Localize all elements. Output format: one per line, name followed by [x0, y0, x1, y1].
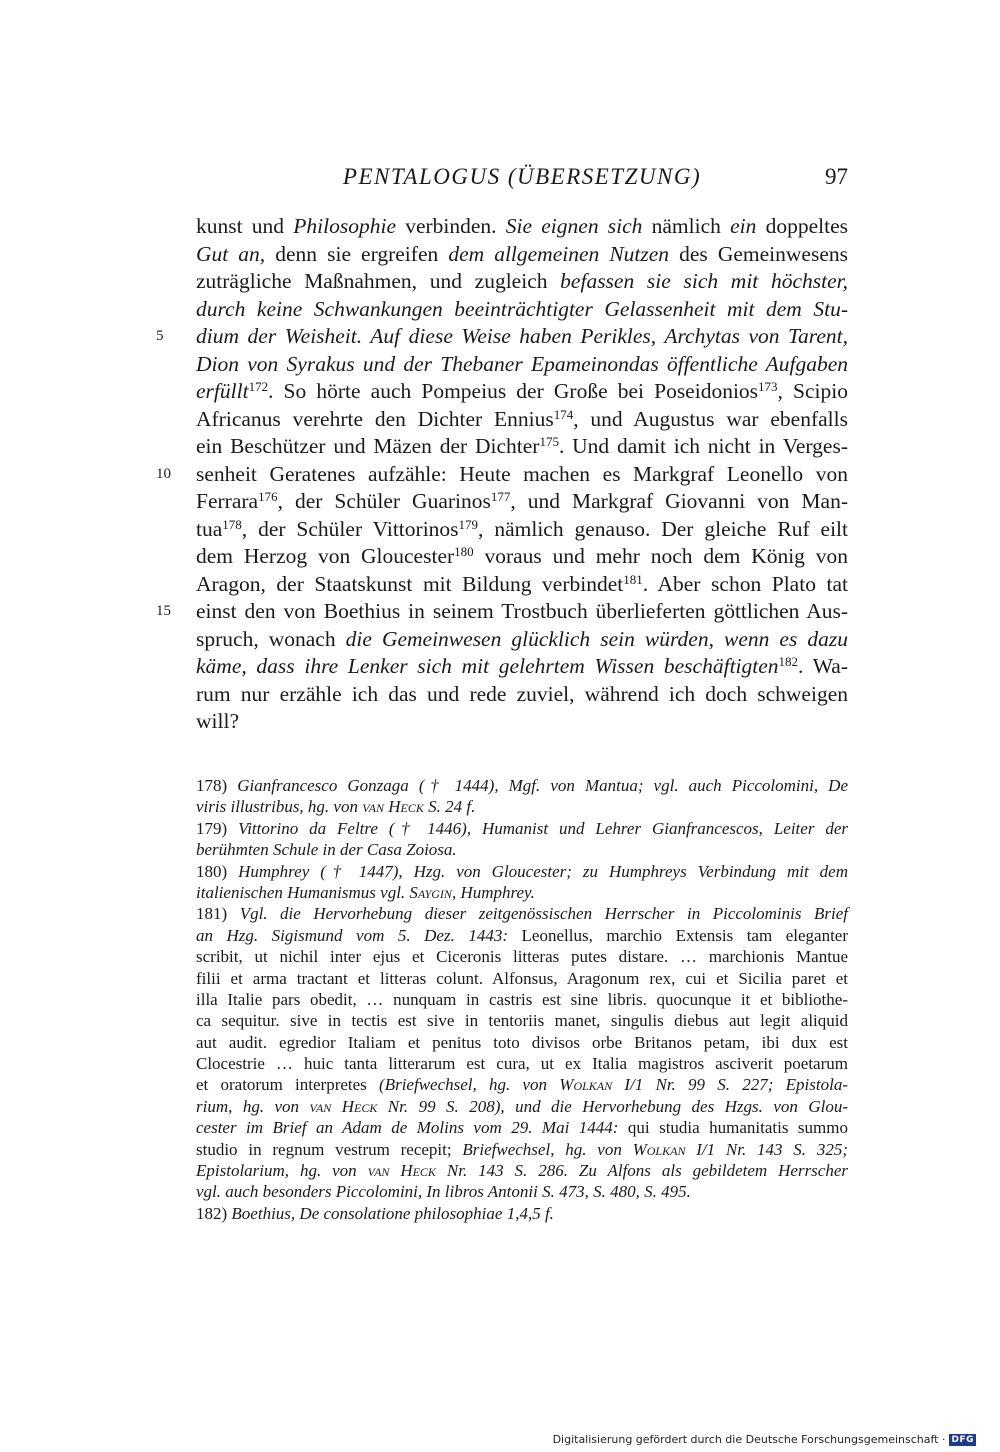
footnote-line: 179) Vittorino da Feltre († 1446), Humanist und Lehrer Gianfrancescos, Leiter der	[196, 818, 848, 838]
footnote-line: et oratorum interpretes (Briefwechsel, hg. von Wolkan I/1 Nr. 99 S. 227; Epistola-	[196, 1075, 849, 1095]
footnote-ref: 177	[490, 489, 511, 504]
page-number: 97	[825, 164, 848, 189]
line-number: 5	[156, 328, 164, 344]
text-line: rum nur erzähle ich das und rede zuviel, während ich doch schweigen	[196, 681, 848, 706]
text-line: zuträgliche Maßnahmen, und zugleich befassen sie sich mit höchster,	[196, 269, 848, 293]
footnote-line: italienischen Humanismus vgl. Saygin, Humphrey.	[196, 882, 535, 902]
text-line: will?	[196, 709, 239, 733]
running-header	[196, 164, 848, 194]
text-line: Ferrara$^{176}$, der Schüler Guarinos$^{177}$, und Markgraf Giovanni von Man-	[196, 489, 848, 513]
footnote-line: 182) Boethius, De consolatione philosophiae 1,4,5 f.	[196, 1203, 554, 1223]
text-line: erfüllt$^{172}$. So hörte auch Pompeius der Große bei Poseidonios$^{173}$, Scipio	[196, 379, 848, 403]
footnote-line: viris illustribus, hg. von van Heck S. 24 f.	[196, 797, 476, 817]
running-title: PENTALOGUS (ÜBERSETZUNG)	[342, 164, 702, 189]
text-line: spruch, wonach die Gemeinwesen glücklich sein würden, wenn es dazu	[196, 626, 848, 651]
footnote-ref: 172	[248, 379, 269, 394]
footnote-line: filii et arma tractant et litteras colunt. Alfonsus, Aragonum rex, cui et Sicilia paret et	[196, 968, 848, 988]
text-line: 5 dium der Weisheit. Auf diese Weise haben Perikles, Archytas von Tarent,	[196, 323, 848, 351]
text-line: 15 einst den von Boethius in seinem Trostbuch überlieferten göttlichen Aus-	[196, 598, 848, 626]
footnote-line: scribit, ut nichil inter ejus et Ciceronis litteras putes distare. … marchionis Mantue	[196, 947, 848, 967]
footnote-ref: 174	[553, 406, 574, 422]
text-line: ein Beschützer und Mäzen der Dichter$^{175}$. Und damit ich nicht in Verges-	[196, 434, 848, 458]
footnote-ref: 173	[758, 379, 778, 394]
footnote-line: 178) Gianfrancesco Gonzaga († 1444), Mgf. von Mantua; vgl. auch Piccolomini, De	[196, 776, 849, 795]
footnote-line: aut audit. egredior Italiam et penitus toto divisos orbe Britanos petam, ibi dux est	[196, 1032, 848, 1052]
footnote-ref: 178	[222, 516, 242, 532]
footnote-line: vgl. auch besonders Piccolomini, In libros Antonii S. 473, S. 480, S. 495.	[196, 1182, 691, 1202]
digitization-credit	[553, 1433, 976, 1446]
footnote-line: an Hzg. Sigismund vom 5. Dez. 1443: Leonellus, marchio Extensis tam eleganter	[196, 925, 849, 945]
footnote-line: studio in regnum vestrum recepit; Briefwechsel, hg. von Wolkan I/1 Nr. 143 S. 325;	[196, 1139, 848, 1159]
footnote-line: illa Italie pars obedit, … nunquam in castris est sine libris. quocunque it et bibliothe-	[196, 989, 848, 1009]
text-line: kunst und Philosophie verbinden. Sie eignen sich nämlich ein doppeltes	[196, 214, 849, 238]
dfg-logo-icon: DFG	[951, 1434, 974, 1445]
footnote-line: 181) Vgl. die Hervorhebung dieser zeitgenössischen Herrscher in Piccolominis Brief	[196, 904, 848, 924]
footnote-ref: 176	[258, 489, 278, 504]
text-line: Dion von Syrakus und der Thebaner Epameinondas öffentliche Aufgaben	[196, 351, 848, 376]
text-line: dem Herzog von Gloucester$^{180}$ voraus und mehr noch dem König von	[196, 544, 848, 568]
footnote-line: ca sequitur. sive in tectis est sive in tentoriis manet, singulis diebus aut legit aliquid	[196, 1011, 848, 1031]
text-line: Africanus verehrte den Dichter Ennius$^{174}$, und Augustus war ebenfalls	[196, 406, 848, 431]
footnote-line: 180) Humphrey († 1447), Hzg. von Gloucester; zu Humphreys Verbindung mit dem	[196, 861, 848, 881]
main-text	[156, 213, 849, 736]
footnote-ref: 180	[454, 544, 474, 559]
text-line: Gut an, denn sie ergreifen dem allgemeinen Nutzen des Gemeinwesens	[196, 241, 848, 266]
line-number: 15	[156, 603, 171, 619]
footnote-line: cester im Brief an Adam de Molins vom 29. Mai 1444: qui studia humanitatis summo	[196, 1118, 848, 1138]
text-line: durch keine Schwankungen beeinträchtigter Gelassenheit mit dem Stu-	[196, 296, 848, 321]
footnote-ref: 182	[778, 654, 799, 669]
text-line: Aragon, der Staatskunst mit Bildung verbindet$^{181}$. Aber schon Plato tat	[196, 571, 849, 596]
text-line: tua$^{178}$, der Schüler Vittorinos$^{179}$, nämlich genauso. Der gleiche Ruf eilt	[196, 516, 848, 541]
text-line: käme, dass ihre Lenker sich mit gelehrtem Wissen beschäftigten$^{182}$. Wa-	[196, 654, 848, 678]
text-line: 10 senheit Geratenes aufzähle: Heute machen es Markgraf Leonello von	[196, 461, 848, 489]
footnote-line: Epistolarium, hg. von van Heck Nr. 143 S. 286. Zu Alfons als gebildetem Herrscher	[196, 1161, 849, 1181]
footnote-line: Clocestrie … huic tanta litterarum est cura, ut ex Italia magistros asciverit poetarum	[196, 1054, 848, 1074]
credit-text: Digitalisierung gefördert durch die Deutsche Forschungsgemeinschaft ·	[552, 1433, 946, 1446]
line-number: 10	[156, 465, 171, 482]
footnote-ref: 181	[623, 571, 643, 587]
footnote-ref: 179	[458, 516, 479, 532]
footnote-ref: 175	[539, 434, 559, 449]
footnotes	[196, 775, 848, 1224]
footnote-line: berühmten Schule in der Casa Zoiosa.	[196, 840, 457, 860]
footnote-line: rium, hg. von van Heck Nr. 99 S. 208), und die Hervorhebung des Hzgs. von Glou-	[196, 1096, 848, 1116]
